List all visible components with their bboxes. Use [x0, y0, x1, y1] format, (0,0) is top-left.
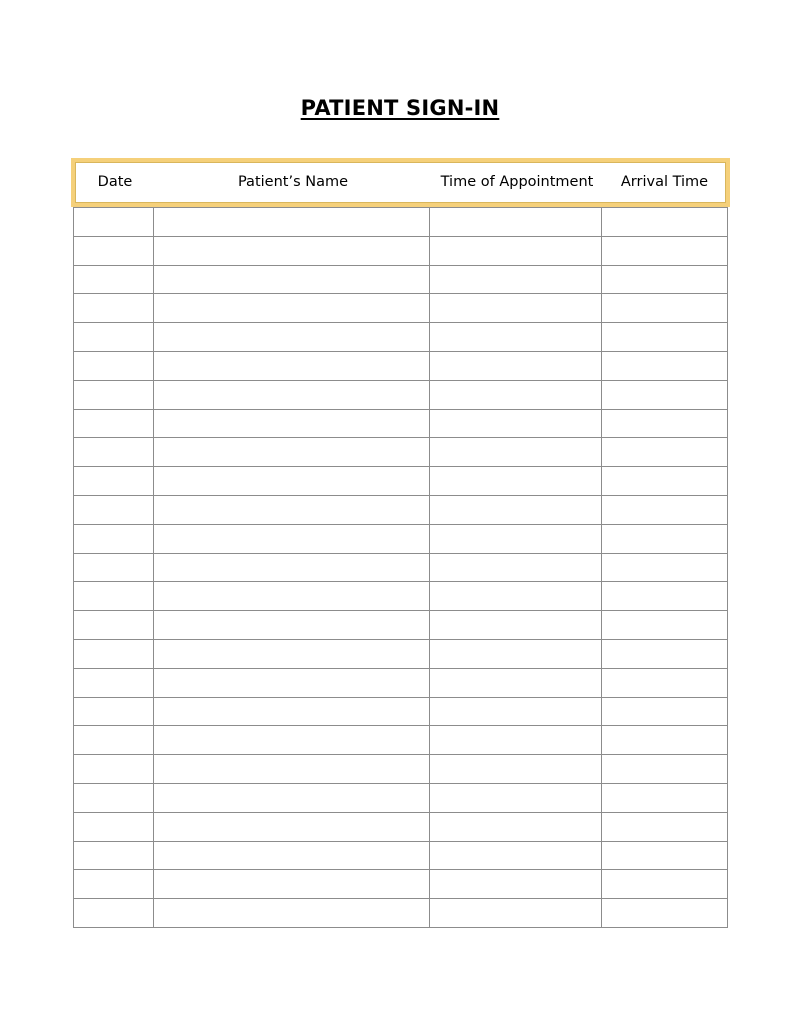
- table-header: [71, 158, 730, 207]
- patient-name-cell[interactable]: [154, 467, 430, 496]
- date-cell[interactable]: [74, 208, 154, 237]
- patient-name-cell[interactable]: [154, 697, 430, 726]
- time-of-appointment-cell[interactable]: [430, 668, 602, 697]
- arrival-time-cell[interactable]: [602, 755, 728, 784]
- table-row: [74, 899, 728, 928]
- arrival-time-cell[interactable]: [602, 438, 728, 467]
- time-of-appointment-cell[interactable]: [430, 812, 602, 841]
- date-cell[interactable]: [74, 409, 154, 438]
- table-row: [74, 611, 728, 640]
- arrival-time-cell[interactable]: [602, 467, 728, 496]
- arrival-time-cell[interactable]: [602, 812, 728, 841]
- time-of-appointment-cell[interactable]: [430, 755, 602, 784]
- time-of-appointment-cell[interactable]: [430, 841, 602, 870]
- patient-name-cell[interactable]: [154, 323, 430, 352]
- table-row: [74, 697, 728, 726]
- table-row: [74, 639, 728, 668]
- arrival-time-cell[interactable]: [602, 380, 728, 409]
- header-arrival-time: Arrival Time: [620, 174, 709, 190]
- table-row: [74, 265, 728, 294]
- page-title: PATIENT SIGN-IN: [300, 96, 500, 120]
- patient-name-cell[interactable]: [154, 668, 430, 697]
- time-of-appointment-cell[interactable]: [430, 582, 602, 611]
- arrival-time-cell[interactable]: [602, 524, 728, 553]
- time-of-appointment-cell[interactable]: [430, 409, 602, 438]
- patient-name-cell[interactable]: [154, 409, 430, 438]
- arrival-time-cell[interactable]: [602, 236, 728, 265]
- date-cell[interactable]: [74, 841, 154, 870]
- time-of-appointment-cell[interactable]: [430, 438, 602, 467]
- time-of-appointment-cell[interactable]: [430, 524, 602, 553]
- sign-in-table-body: [74, 208, 728, 928]
- arrival-time-cell[interactable]: [602, 611, 728, 640]
- date-cell[interactable]: [74, 236, 154, 265]
- table-row: [74, 870, 728, 899]
- patient-name-cell[interactable]: [154, 208, 430, 237]
- arrival-time-cell[interactable]: [602, 265, 728, 294]
- date-cell[interactable]: [74, 495, 154, 524]
- header-time-of-appointment: Time of Appointment: [440, 174, 594, 190]
- date-cell[interactable]: [74, 438, 154, 467]
- arrival-time-cell[interactable]: [602, 870, 728, 899]
- patient-name-cell[interactable]: [154, 524, 430, 553]
- time-of-appointment-cell[interactable]: [430, 294, 602, 323]
- table-row: [74, 582, 728, 611]
- time-of-appointment-cell[interactable]: [430, 899, 602, 928]
- arrival-time-cell[interactable]: [602, 841, 728, 870]
- patient-name-cell[interactable]: [154, 265, 430, 294]
- table-row: [74, 755, 728, 784]
- table-row: [74, 323, 728, 352]
- date-cell[interactable]: [74, 697, 154, 726]
- time-of-appointment-cell[interactable]: [430, 639, 602, 668]
- date-cell[interactable]: [74, 351, 154, 380]
- date-cell[interactable]: [74, 726, 154, 755]
- time-of-appointment-cell[interactable]: [430, 495, 602, 524]
- table-row: [74, 380, 728, 409]
- patient-name-cell[interactable]: [154, 726, 430, 755]
- table-row: [74, 438, 728, 467]
- arrival-time-cell[interactable]: [602, 495, 728, 524]
- table-row: [74, 524, 728, 553]
- date-cell[interactable]: [74, 582, 154, 611]
- patient-name-cell[interactable]: [154, 639, 430, 668]
- patient-name-cell[interactable]: [154, 755, 430, 784]
- arrival-time-cell[interactable]: [602, 582, 728, 611]
- time-of-appointment-cell[interactable]: [430, 208, 602, 237]
- patient-name-cell[interactable]: [154, 611, 430, 640]
- patient-name-cell[interactable]: [154, 380, 430, 409]
- date-cell[interactable]: [74, 265, 154, 294]
- time-of-appointment-cell[interactable]: [430, 783, 602, 812]
- patient-name-cell[interactable]: [154, 236, 430, 265]
- date-cell[interactable]: [74, 899, 154, 928]
- time-of-appointment-cell[interactable]: [430, 236, 602, 265]
- arrival-time-cell[interactable]: [602, 553, 728, 582]
- arrival-time-cell[interactable]: [602, 409, 728, 438]
- date-cell[interactable]: [74, 553, 154, 582]
- arrival-time-cell[interactable]: [602, 208, 728, 237]
- date-cell[interactable]: [74, 639, 154, 668]
- patient-name-cell[interactable]: [154, 812, 430, 841]
- table-row: [74, 351, 728, 380]
- table-row: [74, 208, 728, 237]
- table-row: [74, 467, 728, 496]
- arrival-time-cell[interactable]: [602, 726, 728, 755]
- patient-name-cell[interactable]: [154, 899, 430, 928]
- date-cell[interactable]: [74, 611, 154, 640]
- table-row: [74, 783, 728, 812]
- date-cell[interactable]: [74, 812, 154, 841]
- patient-name-cell[interactable]: [154, 495, 430, 524]
- date-cell[interactable]: [74, 668, 154, 697]
- arrival-time-cell[interactable]: [602, 697, 728, 726]
- time-of-appointment-cell[interactable]: [430, 697, 602, 726]
- arrival-time-cell[interactable]: [602, 639, 728, 668]
- date-cell[interactable]: [74, 323, 154, 352]
- patient-name-cell[interactable]: [154, 841, 430, 870]
- table-row: [74, 409, 728, 438]
- date-cell[interactable]: [74, 294, 154, 323]
- arrival-time-cell[interactable]: [602, 668, 728, 697]
- time-of-appointment-cell[interactable]: [430, 611, 602, 640]
- patient-name-cell[interactable]: [154, 294, 430, 323]
- sign-in-table: [73, 207, 728, 928]
- header-patient-name: Patient’s Name: [237, 174, 349, 190]
- time-of-appointment-cell[interactable]: [430, 726, 602, 755]
- arrival-time-cell[interactable]: [602, 783, 728, 812]
- date-cell[interactable]: [74, 870, 154, 899]
- date-cell[interactable]: [74, 783, 154, 812]
- time-of-appointment-cell[interactable]: [430, 380, 602, 409]
- patient-name-cell[interactable]: [154, 351, 430, 380]
- table-row: [74, 668, 728, 697]
- time-of-appointment-cell[interactable]: [430, 323, 602, 352]
- time-of-appointment-cell[interactable]: [430, 553, 602, 582]
- table-row: [74, 812, 728, 841]
- arrival-time-cell[interactable]: [602, 294, 728, 323]
- patient-name-cell[interactable]: [154, 870, 430, 899]
- time-of-appointment-cell[interactable]: [430, 265, 602, 294]
- arrival-time-cell[interactable]: [602, 351, 728, 380]
- time-of-appointment-cell[interactable]: [430, 467, 602, 496]
- patient-name-cell[interactable]: [154, 582, 430, 611]
- table-row: [74, 553, 728, 582]
- date-cell[interactable]: [74, 380, 154, 409]
- time-of-appointment-cell[interactable]: [430, 870, 602, 899]
- patient-name-cell[interactable]: [154, 553, 430, 582]
- table-row: [74, 495, 728, 524]
- date-cell[interactable]: [74, 467, 154, 496]
- patient-name-cell[interactable]: [154, 783, 430, 812]
- table-row: [74, 236, 728, 265]
- arrival-time-cell[interactable]: [602, 323, 728, 352]
- table-row: [74, 841, 728, 870]
- date-cell[interactable]: [74, 524, 154, 553]
- date-cell[interactable]: [74, 755, 154, 784]
- table-row: [74, 726, 728, 755]
- table-row: [74, 294, 728, 323]
- arrival-time-cell[interactable]: [602, 899, 728, 928]
- header-date: Date: [97, 174, 133, 190]
- patient-name-cell[interactable]: [154, 438, 430, 467]
- time-of-appointment-cell[interactable]: [430, 351, 602, 380]
